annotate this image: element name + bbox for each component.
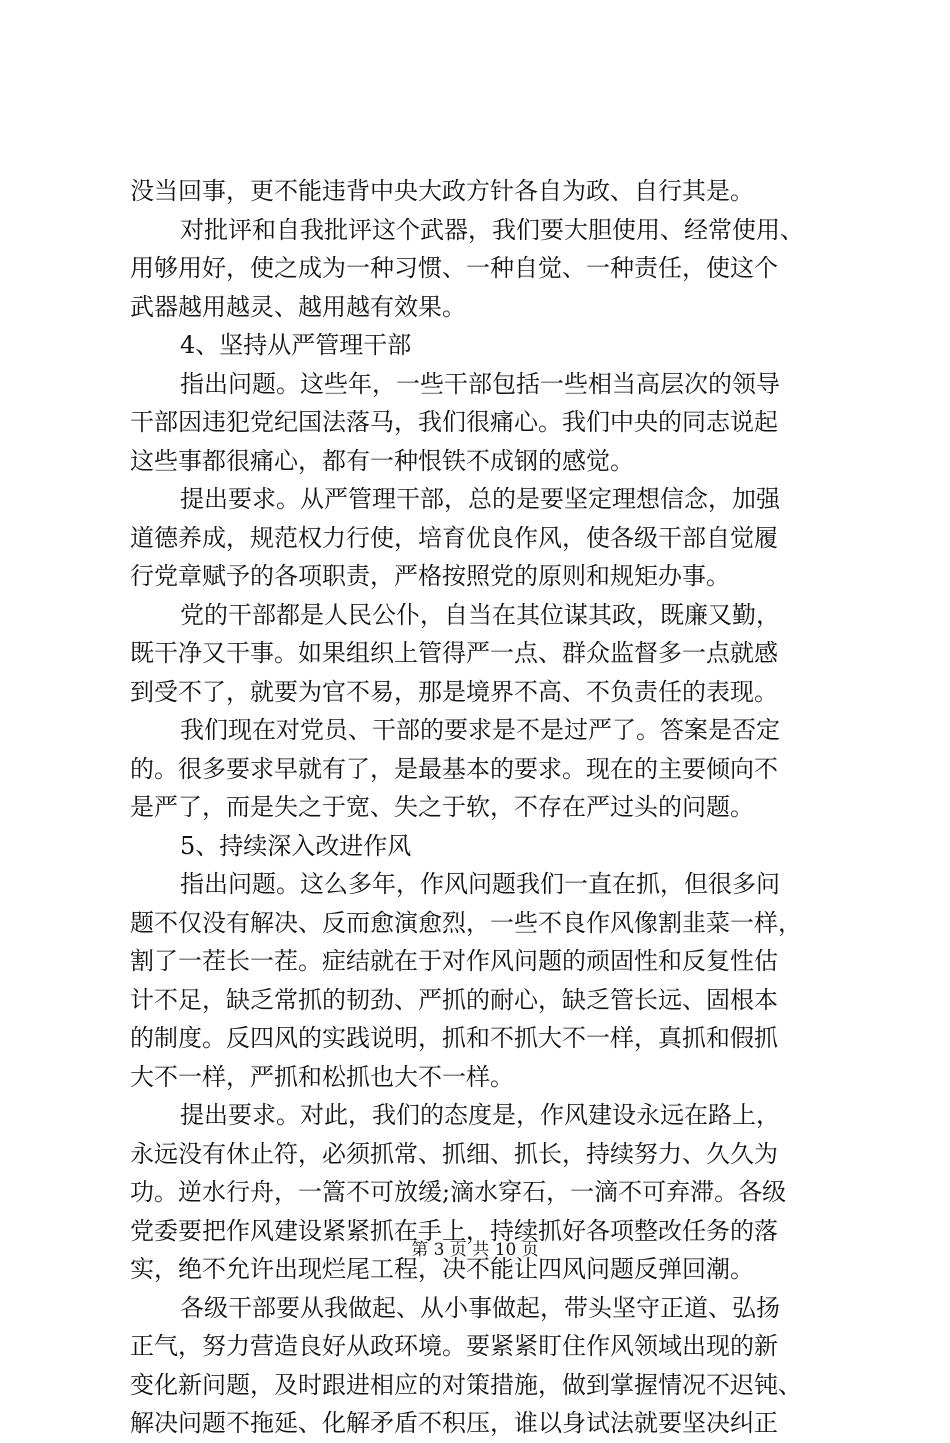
text-line: 的。很多要求早就有了，是最基本的要求。现在的主要倾向不 bbox=[130, 754, 778, 783]
text-line: 党委要把作风建设紧紧抓在手上，持续抓好各项整改任务的落 bbox=[130, 1216, 778, 1245]
paragraph-start-line: 各级干部要从我做起、从小事做起，带头坚守正道、弘扬 bbox=[180, 1293, 780, 1322]
text-line: 正气，努力营造良好从政环境。要紧紧盯住作风领域出现的新 bbox=[130, 1332, 778, 1360]
paragraph-start-line: 指出问题。这么多年，作风问题我们一直在抓，但很多问 bbox=[180, 870, 780, 898]
paragraph-start-line: 对批评和自我批评这个武器，我们要大胆使用、经常使用、 bbox=[180, 215, 804, 244]
text-line: 既干净又干事。如果组织上管得严一点、群众监督多一点就感 bbox=[130, 639, 778, 667]
paragraph-start-line: 党的干部都是人民公仆，自当在其位谋其政，既廉又勤， bbox=[180, 600, 780, 629]
text-line: 的制度。反四风的实践说明，抓和不抓大不一样，真抓和假抓 bbox=[130, 1024, 778, 1052]
text-line: 道德养成，规范权力行使，培育优良作风，使各级干部自觉履 bbox=[130, 523, 778, 552]
text-line: 解决问题不拖延、化解矛盾不积压，谁以身试法就要坚决纠正 bbox=[130, 1409, 778, 1437]
text-line: 计不足，缺乏常抓的韧劲、严抓的耐心，缺乏管长远、固根本 bbox=[130, 985, 778, 1014]
text-line: 武器越用越灵、越用越有效果。 bbox=[130, 292, 466, 321]
paragraph-start-line: 我们现在对党员、干部的要求是不是过严了。答案是否定 bbox=[180, 716, 780, 744]
section-heading: 4、坚持从严管理干部 bbox=[180, 331, 412, 359]
text-line: 行党章赋予的各项职责，严格按照党的原则和规矩办事。 bbox=[130, 562, 730, 590]
paragraph-start-line: 提出要求。对此，我们的态度是，作风建设永远在路上， bbox=[180, 1101, 780, 1129]
text-line: 大不一样，严抓和松抓也大不一样。 bbox=[130, 1062, 514, 1091]
text-line: 这些事都很痛心，都有一种恨铁不成钢的感觉。 bbox=[130, 446, 634, 475]
text-line: 永远没有休止符，必须抓常、抓细、抓长，持续努力、久久为 bbox=[130, 1139, 778, 1168]
text-line: 变化新问题，及时跟进相应的对策措施，做到掌握情况不迟钝、 bbox=[130, 1370, 802, 1399]
text-line: 割了一茬长一茬。症结就在于对作风问题的顽固性和反复性估 bbox=[130, 947, 778, 975]
text-line: 是严了，而是失之于宽、失之于软，不存在严过头的问题。 bbox=[130, 793, 754, 821]
text-line: 实，绝不允许出现烂尾工程，决不能让四风问题反弹回潮。 bbox=[130, 1255, 754, 1283]
section-heading: 5、持续深入改进作风 bbox=[180, 831, 412, 860]
text-line: 没当回事，更不能违背中央大政方针各自为政、自行其是。 bbox=[130, 177, 754, 205]
text-line: 用够用好，使之成为一种习惯、一种自觉、一种责任，使这个 bbox=[130, 254, 778, 282]
paragraph-start-line: 提出要求。从严管理干部，总的是要坚定理想信念，加强 bbox=[180, 485, 780, 513]
text-line: 功。逆水行舟，一篙不可放缓;滴水穿石，一滴不可弃滞。各级 bbox=[130, 1178, 787, 1206]
page-number-footer: 第 3 页 共 10 页 bbox=[411, 1240, 539, 1260]
text-line: 干部因违犯党纪国法落马，我们很痛心。我们中央的同志说起 bbox=[130, 408, 778, 436]
paragraph-start-line: 指出问题。这些年，一些干部包括一些相当高层次的领导 bbox=[180, 369, 780, 398]
text-line: 题不仅没有解决、反而愈演愈烈，一些不良作风像割韭菜一样， bbox=[130, 908, 802, 937]
text-line: 到受不了，就要为官不易，那是境界不高、不负责任的表现。 bbox=[130, 677, 778, 706]
